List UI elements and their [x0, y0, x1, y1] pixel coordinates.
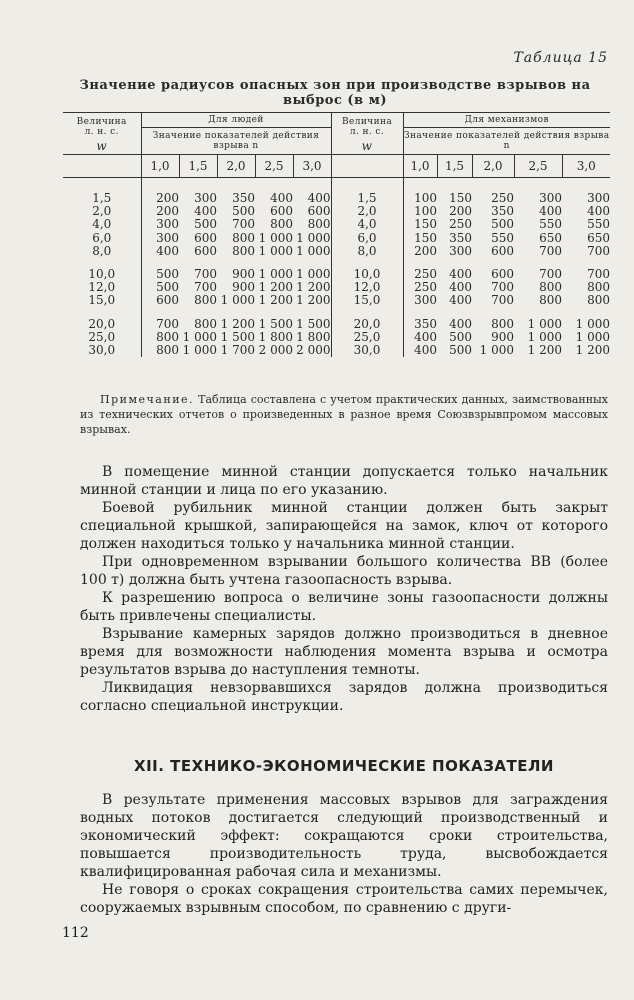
people-radius-cell: 800 — [194, 316, 217, 331]
w-value-left: 4,0 — [63, 218, 141, 231]
w-value-left: 2,0 — [63, 205, 141, 218]
people-radius-cell: 300 — [156, 230, 179, 245]
paragraph: Ликвидация невзорвавшихся зарядов должна производиться согласно специальной инструкции. — [80, 680, 608, 714]
w-value-right: 8,0 — [331, 245, 403, 258]
n-value-people: 3,0 — [293, 155, 331, 178]
people-radius-cell: 600 — [270, 204, 293, 219]
people-radius-cell: 500 — [156, 280, 179, 295]
people-radius-cell: 800 — [232, 230, 255, 245]
machine-radius-cell: 500 — [449, 329, 472, 344]
table-row — [63, 294, 610, 307]
table-title: Значение радиусов опасных зон при производстве взрывов на выброс (в м) — [79, 78, 591, 108]
table-row — [63, 205, 610, 218]
n-spacer-right — [331, 155, 403, 178]
people-radius-cell: 1 000 — [182, 342, 217, 357]
people-radius-cell: 2 000 — [258, 342, 293, 357]
people-radius-cell: 1 000 — [258, 230, 293, 245]
table-row — [63, 245, 610, 258]
people-radius-cell: 400 — [156, 243, 179, 258]
machine-radius-cell: 800 — [587, 280, 610, 295]
machine-radius-cell: 350 — [491, 204, 514, 219]
machine-radius-cell: 250 — [414, 280, 437, 295]
section-heading: XII. ТЕХНИКО-ЭКОНОМИЧЕСКИЕ ПОКАЗАТЕЛИ — [134, 757, 554, 775]
machine-radius-cell: 800 — [587, 293, 610, 308]
w-value-right: 30,0 — [331, 344, 403, 357]
paragraph: При одновременном взрывании большого количества ВВ (более 100 т) должна быть учтена газоопасность взрыва. — [80, 554, 608, 588]
machine-radius-cell: 150 — [414, 230, 437, 245]
people-radius-cell: 1 000 — [293, 245, 331, 258]
people-radius-cell: 600 — [293, 205, 331, 218]
people-radius-cell: 1 500 — [220, 329, 255, 344]
w-value-right: 15,0 — [331, 294, 403, 307]
people-radius-cell: 500 — [194, 217, 217, 232]
table-label: Таблица 15 — [513, 50, 608, 66]
w-value-left: 20,0 — [63, 318, 141, 331]
machine-radius-cell: 400 — [449, 267, 472, 282]
n-value-machines: 2,5 — [514, 155, 562, 178]
n-value-people: 1,5 — [179, 155, 217, 178]
people-radius-cell: 600 — [194, 230, 217, 245]
w-value-right: 1,5 — [331, 192, 403, 205]
machine-radius-cell: 700 — [587, 243, 610, 258]
machine-radius-cell: 500 — [491, 217, 514, 232]
n-spacer-left — [63, 155, 141, 178]
n-value-people: 1,0 — [141, 155, 179, 178]
machine-radius-cell: 400 — [414, 329, 437, 344]
people-radius-cell: 350 — [232, 191, 255, 206]
w-header-left: Величина л. н. с. w — [63, 113, 141, 155]
machine-radius-cell: 250 — [491, 191, 514, 206]
w-value-left: 8,0 — [63, 245, 141, 258]
row-gap — [63, 178, 610, 193]
people-radius-cell: 800 — [293, 218, 331, 231]
people-radius-cell: 800 — [156, 329, 179, 344]
people-radius-cell: 700 — [232, 217, 255, 232]
machine-radius-cell: 150 — [414, 217, 437, 232]
people-radius-cell: 300 — [194, 191, 217, 206]
people-radius-cell: 1 500 — [293, 318, 331, 331]
people-radius-cell: 2 000 — [293, 344, 331, 357]
n-header-people: Значение показателей действия взрыва n — [141, 128, 331, 155]
people-radius-cell: 1 800 — [293, 331, 331, 344]
machine-radius-cell: 250 — [414, 267, 437, 282]
machine-radius-cell: 100 — [414, 191, 437, 206]
table-note: Примечание. Таблица составлена с учетом практических данных, заимствованных из технических отчетов о произведенных в разное время Союзвзрывпромом массовых взрывах. — [80, 393, 608, 436]
people-radius-cell: 900 — [232, 280, 255, 295]
people-radius-cell: 900 — [232, 267, 255, 282]
machine-radius-cell: 1 000 — [575, 329, 610, 344]
w-value-left: 30,0 — [63, 344, 141, 357]
people-radius-cell: 500 — [232, 204, 255, 219]
machine-radius-cell: 1 000 — [527, 329, 562, 344]
w-header-right: Величина л. н. с. w — [331, 113, 403, 155]
w-value-right: 20,0 — [331, 318, 403, 331]
people-radius-cell: 800 — [156, 342, 179, 357]
people-radius-cell: 400 — [270, 191, 293, 206]
machine-radius-cell: 300 — [414, 293, 437, 308]
paragraphs-section-1 — [80, 463, 608, 715]
machine-radius-cell: 100 — [414, 204, 437, 219]
paragraph: К разрешению вопроса о величине зоны газоопасности должны быть привлечены специалисты. — [80, 590, 608, 624]
people-radius-cell: 600 — [194, 243, 217, 258]
machine-radius-cell: 400 — [449, 293, 472, 308]
machine-radius-cell: 700 — [539, 267, 562, 282]
people-radius-cell: 800 — [194, 293, 217, 308]
w-value-right: 25,0 — [331, 331, 403, 344]
w-value-right: 2,0 — [331, 205, 403, 218]
table-row — [63, 344, 610, 357]
machine-radius-cell: 150 — [449, 191, 472, 206]
machine-radius-cell: 600 — [491, 267, 514, 282]
people-radius-cell: 200 — [156, 204, 179, 219]
people-radius-cell: 700 — [156, 316, 179, 331]
paragraph: Боевой рубильник минной станции должен быть закрыт специальной крышкой, запирающейся на замок, ключ от которого должен находиться только у начальника минной станции. — [80, 500, 608, 552]
people-radius-cell: 1 000 — [182, 329, 217, 344]
people-radius-cell: 700 — [194, 280, 217, 295]
machines-group-header: Для механизмов — [403, 113, 610, 128]
machine-radius-cell: 400 — [587, 204, 610, 219]
people-radius-cell: 800 — [270, 217, 293, 232]
machine-radius-cell: 1 200 — [575, 342, 610, 357]
n-value-machines: 1,5 — [437, 155, 472, 178]
people-radius-cell: 400 — [194, 204, 217, 219]
paragraph: В результате применения массовых взрывов для заграждения водных потоков достигается следующий производственный и экономический эффект: сокращаются сроки строительства, повышается производительность труда, высвобождается квалифицированная рабочая сила и механизмы. — [80, 792, 608, 880]
machine-radius-cell: 800 — [539, 293, 562, 308]
people-radius-cell: 400 — [293, 192, 331, 205]
machine-radius-cell: 650 — [587, 230, 610, 245]
people-radius-cell: 1 200 — [220, 316, 255, 331]
machine-radius-cell: 550 — [539, 217, 562, 232]
machine-radius-cell: 700 — [587, 267, 610, 282]
machine-radius-cell: 400 — [539, 204, 562, 219]
people-radius-cell: 1 000 — [293, 232, 331, 245]
table-row — [63, 318, 610, 331]
people-radius-cell: 1 200 — [258, 280, 293, 295]
n-value-machines: 1,0 — [403, 155, 437, 178]
page-number: 112 — [62, 925, 89, 941]
table-row — [63, 232, 610, 245]
n-value-people: 2,5 — [255, 155, 293, 178]
w-value-right: 12,0 — [331, 281, 403, 294]
machine-radius-cell: 700 — [491, 293, 514, 308]
paragraph: Взрывание камерных зарядов должно производиться в дневное время для возможности наблюдения момента взрыва и осмотра результатов взрыва до наступления темноты. — [80, 626, 608, 678]
row-gap — [63, 308, 610, 318]
paragraph: В помещение минной станции допускается только начальник минной станции и лица по его указанию. — [80, 464, 608, 498]
machine-radius-cell: 200 — [414, 243, 437, 258]
people-radius-cell: 300 — [156, 217, 179, 232]
w-value-left: 6,0 — [63, 232, 141, 245]
machine-radius-cell: 250 — [449, 217, 472, 232]
danger-zone-table — [63, 112, 610, 357]
w-value-left: 12,0 — [63, 281, 141, 294]
n-header-machines: Значение показателей действия взрыва n — [403, 128, 610, 155]
machine-radius-cell: 900 — [491, 329, 514, 344]
machine-radius-cell: 800 — [491, 316, 514, 331]
w-value-left: 1,5 — [63, 192, 141, 205]
machine-radius-cell: 1 000 — [479, 342, 514, 357]
machine-radius-cell: 350 — [414, 316, 437, 331]
w-value-left: 25,0 — [63, 331, 141, 344]
n-values-row — [63, 155, 610, 178]
machine-radius-cell: 1 000 — [527, 316, 562, 331]
people-radius-cell: 1 000 — [258, 267, 293, 282]
machine-radius-cell: 800 — [539, 280, 562, 295]
w-value-right: 10,0 — [331, 268, 403, 281]
machine-radius-cell: 400 — [449, 316, 472, 331]
table-row — [63, 268, 610, 281]
w-value-left: 15,0 — [63, 294, 141, 307]
people-radius-cell: 1 000 — [220, 293, 255, 308]
machine-radius-cell: 350 — [449, 230, 472, 245]
machine-radius-cell: 300 — [449, 243, 472, 258]
people-radius-cell: 1 700 — [220, 342, 255, 357]
people-radius-cell: 600 — [156, 293, 179, 308]
machine-radius-cell: 1 200 — [527, 342, 562, 357]
people-radius-cell: 1 200 — [293, 281, 331, 294]
machine-radius-cell: 600 — [491, 243, 514, 258]
machine-radius-cell: 300 — [539, 191, 562, 206]
machine-radius-cell: 300 — [587, 191, 610, 206]
machine-radius-cell: 550 — [587, 217, 610, 232]
n-value-machines: 3,0 — [562, 155, 610, 178]
w-value-left: 10,0 — [63, 268, 141, 281]
row-gap — [63, 258, 610, 268]
machine-radius-cell: 200 — [449, 204, 472, 219]
n-value-machines: 2,0 — [472, 155, 514, 178]
machine-radius-cell: 400 — [449, 280, 472, 295]
people-radius-cell: 200 — [156, 191, 179, 206]
machine-radius-cell: 400 — [414, 342, 437, 357]
people-radius-cell: 500 — [156, 267, 179, 282]
machine-radius-cell: 550 — [491, 230, 514, 245]
w-value-right: 4,0 — [331, 218, 403, 231]
people-group-header: Для людей — [141, 113, 331, 128]
machine-radius-cell: 700 — [539, 243, 562, 258]
people-radius-cell: 800 — [232, 243, 255, 258]
machine-radius-cell: 650 — [539, 230, 562, 245]
machine-radius-cell: 700 — [491, 280, 514, 295]
table-row — [63, 281, 610, 294]
people-radius-cell: 1 000 — [258, 243, 293, 258]
people-radius-cell: 1 200 — [258, 293, 293, 308]
table-row — [63, 331, 610, 344]
paragraph: Не говоря о сроках сокращения строительства самих перемычек, сооружаемых взрывным способом, по сравнению с други- — [80, 882, 608, 916]
n-value-people: 2,0 — [217, 155, 255, 178]
people-radius-cell: 1 000 — [293, 268, 331, 281]
people-radius-cell: 1 500 — [258, 316, 293, 331]
machine-radius-cell: 500 — [449, 342, 472, 357]
w-value-right: 6,0 — [331, 232, 403, 245]
table-row — [63, 218, 610, 231]
table-row — [63, 192, 610, 205]
machine-radius-cell: 1 000 — [575, 316, 610, 331]
people-radius-cell: 1 800 — [258, 329, 293, 344]
people-radius-cell: 700 — [194, 267, 217, 282]
paragraphs-section-2 — [80, 791, 608, 917]
people-radius-cell: 1 200 — [293, 294, 331, 307]
